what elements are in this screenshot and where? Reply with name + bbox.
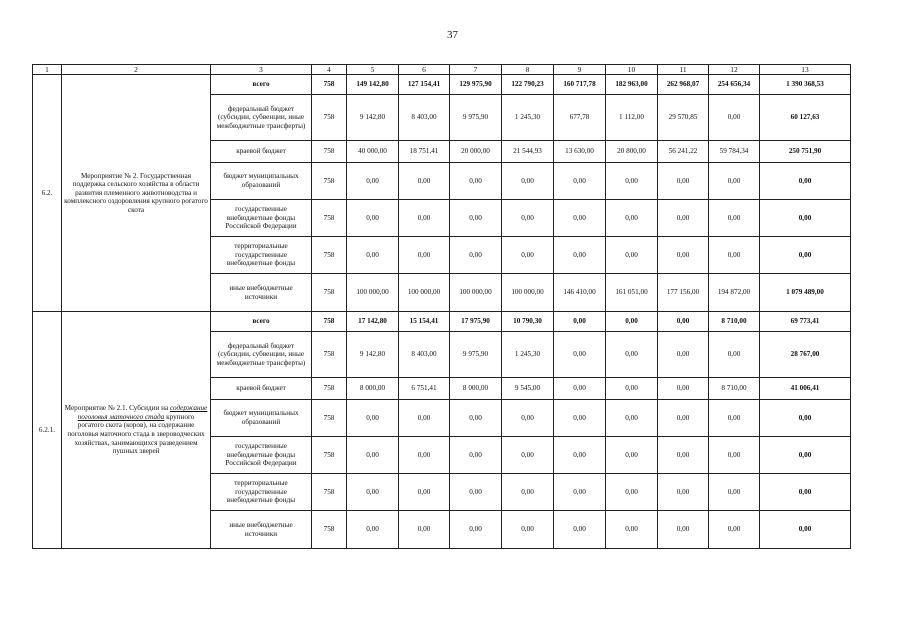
year-value: 40 000,00 bbox=[347, 141, 399, 163]
budget-table bbox=[32, 64, 851, 549]
year-value: 13 630,00 bbox=[554, 141, 606, 163]
funding-source: территориальные государственные внебюджетные фонды bbox=[211, 237, 312, 274]
year-value: 0,00 bbox=[709, 95, 760, 141]
year-value: 0,00 bbox=[709, 437, 760, 474]
year-value: 0,00 bbox=[450, 511, 502, 549]
year-value: 9 142,80 bbox=[347, 95, 399, 141]
year-value: 100 000,00 bbox=[399, 274, 450, 312]
column-number-header: 9 bbox=[554, 65, 606, 75]
year-value: 127 154,41 bbox=[399, 75, 450, 95]
column-number-header: 6 bbox=[399, 65, 450, 75]
budget-code: 758 bbox=[312, 200, 347, 237]
year-value: 9 545,00 bbox=[502, 378, 554, 400]
year-value: 59 784,34 bbox=[709, 141, 760, 163]
column-number-header: 3 bbox=[211, 65, 312, 75]
year-value: 0,00 bbox=[709, 237, 760, 274]
year-value: 0,00 bbox=[658, 474, 709, 511]
year-value: 0,00 bbox=[554, 378, 606, 400]
year-value: 6 751,41 bbox=[399, 378, 450, 400]
year-value: 8 403,00 bbox=[399, 332, 450, 378]
year-value: 0,00 bbox=[658, 400, 709, 437]
year-value: 1 245,30 bbox=[502, 95, 554, 141]
year-value: 0,00 bbox=[606, 312, 658, 332]
year-value: 0,00 bbox=[450, 200, 502, 237]
year-value: 100 000,00 bbox=[347, 274, 399, 312]
year-value: 20 000,00 bbox=[450, 141, 502, 163]
description-text: крупного рогатого скота (коров), на содержание поголовья маточного стада в звероводческих хозяйствах, занимающихся разведением пушных зверей bbox=[67, 412, 205, 456]
year-value: 194 872,00 bbox=[709, 274, 760, 312]
year-value: 0,00 bbox=[658, 200, 709, 237]
total-value: 0,00 bbox=[760, 474, 851, 511]
year-value: 0,00 bbox=[554, 511, 606, 549]
year-value: 0,00 bbox=[606, 163, 658, 200]
year-value: 0,00 bbox=[658, 437, 709, 474]
total-value: 1 390 368,53 bbox=[760, 75, 851, 95]
year-value: 254 656,34 bbox=[709, 75, 760, 95]
year-value: 129 975,90 bbox=[450, 75, 502, 95]
budget-code: 758 bbox=[312, 511, 347, 549]
year-value: 0,00 bbox=[399, 237, 450, 274]
year-value: 0,00 bbox=[658, 332, 709, 378]
total-value: 60 127,63 bbox=[760, 95, 851, 141]
column-number-header: 8 bbox=[502, 65, 554, 75]
year-value: 0,00 bbox=[709, 400, 760, 437]
funding-source: иные внебюджетные источники bbox=[211, 274, 312, 312]
year-value: 0,00 bbox=[399, 511, 450, 549]
year-value: 0,00 bbox=[658, 511, 709, 549]
funding-source: федеральный бюджет (субсидии, субвенции, иные межбюджетные трансферты) bbox=[211, 95, 312, 141]
year-value: 0,00 bbox=[658, 163, 709, 200]
budget-code: 758 bbox=[312, 141, 347, 163]
budget-code: 758 bbox=[312, 400, 347, 437]
year-value: 0,00 bbox=[554, 474, 606, 511]
year-value: 161 051,00 bbox=[606, 274, 658, 312]
year-value: 0,00 bbox=[347, 437, 399, 474]
year-value: 17 142,80 bbox=[347, 312, 399, 332]
column-number-header: 2 bbox=[62, 65, 211, 75]
year-value: 1 245,30 bbox=[502, 332, 554, 378]
year-value: 0,00 bbox=[554, 200, 606, 237]
total-value: 28 767,00 bbox=[760, 332, 851, 378]
funding-source: краевой бюджет bbox=[211, 378, 312, 400]
year-value: 262 968,07 bbox=[658, 75, 709, 95]
year-value: 0,00 bbox=[502, 474, 554, 511]
year-value: 8 403,00 bbox=[399, 95, 450, 141]
column-number-header: 10 bbox=[606, 65, 658, 75]
year-value: 0,00 bbox=[502, 163, 554, 200]
column-number-header: 11 bbox=[658, 65, 709, 75]
year-value: 15 154,41 bbox=[399, 312, 450, 332]
section-code: 6.2. bbox=[33, 75, 62, 312]
year-value: 0,00 bbox=[347, 163, 399, 200]
funding-source: всего bbox=[211, 75, 312, 95]
year-value: 0,00 bbox=[554, 163, 606, 200]
total-value: 0,00 bbox=[760, 437, 851, 474]
year-value: 100 000,00 bbox=[450, 274, 502, 312]
year-value: 0,00 bbox=[399, 400, 450, 437]
funding-source: государственные внебюджетные фонды Российской Федерации bbox=[211, 437, 312, 474]
budget-code: 758 bbox=[312, 163, 347, 200]
year-value: 18 751,41 bbox=[399, 141, 450, 163]
year-value: 0,00 bbox=[709, 511, 760, 549]
total-value: 0,00 bbox=[760, 237, 851, 274]
year-value: 0,00 bbox=[554, 332, 606, 378]
year-value: 0,00 bbox=[554, 312, 606, 332]
budget-code: 758 bbox=[312, 332, 347, 378]
year-value: 0,00 bbox=[554, 237, 606, 274]
budget-code: 758 bbox=[312, 437, 347, 474]
year-value: 21 544,93 bbox=[502, 141, 554, 163]
year-value: 0,00 bbox=[347, 511, 399, 549]
year-value: 0,00 bbox=[709, 163, 760, 200]
budget-code: 758 bbox=[312, 474, 347, 511]
year-value: 17 975,90 bbox=[450, 312, 502, 332]
column-number-header: 12 bbox=[709, 65, 760, 75]
year-value: 8 000,00 bbox=[450, 378, 502, 400]
year-value: 0,00 bbox=[399, 474, 450, 511]
description-emphasis: содержание поголовья маточного стада bbox=[77, 404, 208, 421]
column-number-header: 5 bbox=[347, 65, 399, 75]
section-code: 6.2.1. bbox=[33, 312, 62, 549]
total-value: 0,00 bbox=[760, 511, 851, 549]
year-value: 0,00 bbox=[606, 378, 658, 400]
year-value: 0,00 bbox=[554, 437, 606, 474]
year-value: 182 963,00 bbox=[606, 75, 658, 95]
page-number: 37 bbox=[447, 29, 458, 41]
funding-source: иные внебюджетные источники bbox=[211, 511, 312, 549]
year-value: 0,00 bbox=[709, 200, 760, 237]
description-text: Мероприятие № 2.1. Субсидии на bbox=[64, 404, 170, 413]
year-value: 0,00 bbox=[450, 163, 502, 200]
year-value: 9 142,80 bbox=[347, 332, 399, 378]
year-value: 0,00 bbox=[658, 237, 709, 274]
year-value: 0,00 bbox=[606, 332, 658, 378]
year-value: 677,78 bbox=[554, 95, 606, 141]
total-value: 69 773,41 bbox=[760, 312, 851, 332]
year-value: 0,00 bbox=[658, 312, 709, 332]
column-number-header: 4 bbox=[312, 65, 347, 75]
year-value: 0,00 bbox=[347, 400, 399, 437]
funding-source: территориальные государственные внебюджетные фонды bbox=[211, 474, 312, 511]
year-value: 56 241,22 bbox=[658, 141, 709, 163]
year-value: 9 975,90 bbox=[450, 332, 502, 378]
header-row bbox=[33, 65, 851, 75]
year-value: 10 790,30 bbox=[502, 312, 554, 332]
year-value: 0,00 bbox=[450, 400, 502, 437]
year-value: 0,00 bbox=[606, 474, 658, 511]
year-value: 0,00 bbox=[450, 237, 502, 274]
section-description: Мероприятие № 2. Государственная поддержка сельского хозяйства в области развития племенного животноводства и комплексного оздоровления крупного рогатого скота bbox=[62, 75, 211, 312]
total-value: 1 079 489,00 bbox=[760, 274, 851, 312]
funding-source: всего bbox=[211, 312, 312, 332]
table-row bbox=[33, 75, 851, 95]
year-value: 0,00 bbox=[450, 437, 502, 474]
total-value: 0,00 bbox=[760, 400, 851, 437]
year-value: 29 570,85 bbox=[658, 95, 709, 141]
year-value: 0,00 bbox=[502, 511, 554, 549]
year-value: 0,00 bbox=[502, 200, 554, 237]
column-number-header: 13 bbox=[760, 65, 851, 75]
year-value: 0,00 bbox=[502, 400, 554, 437]
year-value: 146 410,00 bbox=[554, 274, 606, 312]
year-value: 0,00 bbox=[658, 378, 709, 400]
column-number-header: 1 bbox=[33, 65, 62, 75]
year-value: 8 710,00 bbox=[709, 312, 760, 332]
funding-source: бюджет муниципальных образований bbox=[211, 163, 312, 200]
year-value: 0,00 bbox=[450, 474, 502, 511]
year-value: 0,00 bbox=[347, 237, 399, 274]
total-value: 0,00 bbox=[760, 163, 851, 200]
year-value: 0,00 bbox=[502, 437, 554, 474]
year-value: 8 710,00 bbox=[709, 378, 760, 400]
funding-source: краевой бюджет bbox=[211, 141, 312, 163]
year-value: 9 975,90 bbox=[450, 95, 502, 141]
section-description bbox=[62, 312, 211, 549]
funding-source: бюджет муниципальных образований bbox=[211, 400, 312, 437]
year-value: 0,00 bbox=[399, 437, 450, 474]
year-value: 0,00 bbox=[606, 200, 658, 237]
year-value: 160 717,78 bbox=[554, 75, 606, 95]
year-value: 0,00 bbox=[606, 437, 658, 474]
year-value: 8 000,00 bbox=[347, 378, 399, 400]
year-value: 0,00 bbox=[347, 200, 399, 237]
year-value: 100 000,00 bbox=[502, 274, 554, 312]
total-value: 41 006,41 bbox=[760, 378, 851, 400]
budget-code: 758 bbox=[312, 75, 347, 95]
year-value: 149 142,80 bbox=[347, 75, 399, 95]
funding-source: государственные внебюджетные фонды Российской Федерации bbox=[211, 200, 312, 237]
year-value: 0,00 bbox=[347, 474, 399, 511]
total-value: 250 751,90 bbox=[760, 141, 851, 163]
year-value: 0,00 bbox=[399, 200, 450, 237]
year-value: 20 800,00 bbox=[606, 141, 658, 163]
total-value: 0,00 bbox=[760, 200, 851, 237]
year-value: 0,00 bbox=[606, 511, 658, 549]
year-value: 0,00 bbox=[709, 332, 760, 378]
funding-source: федеральный бюджет (субсидии, субвенции, иные межбюджетные трансферты) bbox=[211, 332, 312, 378]
budget-code: 758 bbox=[312, 274, 347, 312]
column-number-header: 7 bbox=[450, 65, 502, 75]
year-value: 0,00 bbox=[709, 474, 760, 511]
budget-code: 758 bbox=[312, 237, 347, 274]
year-value: 0,00 bbox=[554, 400, 606, 437]
budget-code: 758 bbox=[312, 95, 347, 141]
table-row bbox=[33, 312, 851, 332]
year-value: 1 112,00 bbox=[606, 95, 658, 141]
year-value: 0,00 bbox=[399, 163, 450, 200]
budget-code: 758 bbox=[312, 312, 347, 332]
year-value: 0,00 bbox=[606, 237, 658, 274]
year-value: 0,00 bbox=[502, 237, 554, 274]
year-value: 0,00 bbox=[606, 400, 658, 437]
year-value: 122 790,23 bbox=[502, 75, 554, 95]
year-value: 177 156,00 bbox=[658, 274, 709, 312]
budget-code: 758 bbox=[312, 378, 347, 400]
